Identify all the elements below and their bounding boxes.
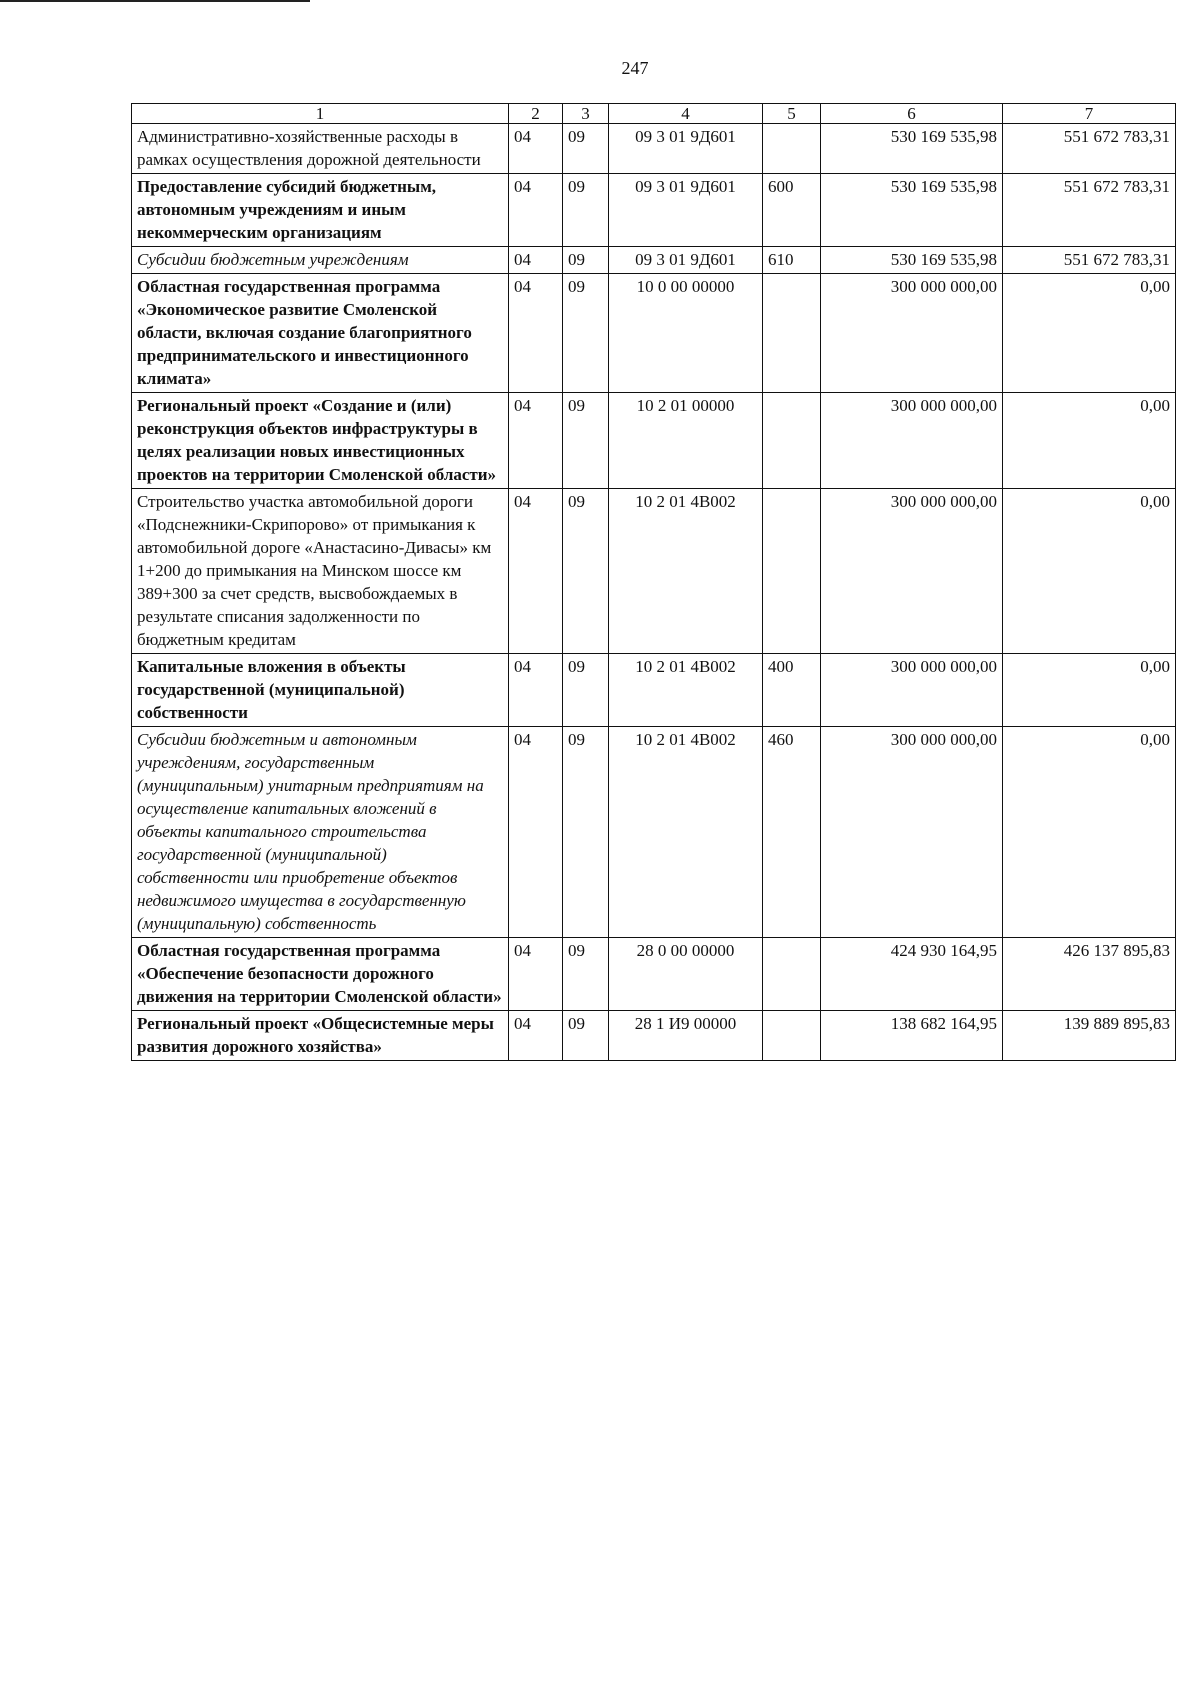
row-name-cell: Областная государственная программа «Обеспечение безопасности дорожного движения на территории Смоленской области» (132, 938, 509, 1011)
column-header: 7 (1003, 104, 1176, 124)
amount-year2-cell: 0,00 (1003, 274, 1176, 393)
amount-year2-cell: 0,00 (1003, 489, 1176, 654)
table-row (132, 124, 1176, 174)
subsection-code-cell: 09 (563, 938, 609, 1011)
subsection-code-cell: 09 (563, 1011, 609, 1061)
page-number: 247 (621, 58, 649, 78)
amount-year1-cell: 300 000 000,00 (821, 654, 1003, 727)
section-code-cell: 04 (509, 124, 563, 174)
column-header: 2 (509, 104, 563, 124)
column-header-row (132, 104, 1176, 124)
amount-year2-cell: 551 672 783,31 (1003, 174, 1176, 247)
amount-year1-cell: 530 169 535,98 (821, 247, 1003, 274)
section-code-cell: 04 (509, 938, 563, 1011)
amount-year1-cell: 424 930 164,95 (821, 938, 1003, 1011)
section-code-cell: 04 (509, 393, 563, 489)
amount-year2-cell: 551 672 783,31 (1003, 124, 1176, 174)
target-article-cell: 10 2 01 4В002 (609, 489, 763, 654)
table-row (132, 938, 1176, 1011)
expense-type-cell (763, 393, 821, 489)
expense-type-cell: 460 (763, 727, 821, 938)
expense-type-cell: 400 (763, 654, 821, 727)
section-code-cell: 04 (509, 727, 563, 938)
target-article-cell: 10 2 01 00000 (609, 393, 763, 489)
target-article-cell: 10 0 00 00000 (609, 274, 763, 393)
expense-type-cell (763, 938, 821, 1011)
section-code-cell: 04 (509, 654, 563, 727)
table-row (132, 247, 1176, 274)
section-code-cell: 04 (509, 1011, 563, 1061)
amount-year2-cell: 426 137 895,83 (1003, 938, 1176, 1011)
amount-year2-cell: 0,00 (1003, 654, 1176, 727)
subsection-code-cell: 09 (563, 489, 609, 654)
subsection-code-cell: 09 (563, 124, 609, 174)
target-article-cell: 10 2 01 4В002 (609, 654, 763, 727)
amount-year2-cell: 551 672 783,31 (1003, 247, 1176, 274)
target-article-cell: 10 2 01 4В002 (609, 727, 763, 938)
amount-year1-cell: 300 000 000,00 (821, 393, 1003, 489)
column-header: 1 (132, 104, 509, 124)
scan-edge-line (0, 0, 310, 2)
expense-type-cell (763, 1011, 821, 1061)
row-name-cell: Субсидии бюджетным учреждениям (132, 247, 509, 274)
table-row (132, 1011, 1176, 1061)
row-name-cell: Субсидии бюджетным и автономным учреждениям, государственным (муниципальным) унитарным предприятиям на осуществление капитальных вложений в объекты капитального строительства государственной (муниципальной) собственности или приобретение объектов недвижимого имущества в государственную (муниципальную) собственность (132, 727, 509, 938)
expense-type-cell: 610 (763, 247, 821, 274)
subsection-code-cell: 09 (563, 654, 609, 727)
table-row (132, 393, 1176, 489)
subsection-code-cell: 09 (563, 174, 609, 247)
table-row (132, 654, 1176, 727)
column-header: 3 (563, 104, 609, 124)
table-row (132, 174, 1176, 247)
subsection-code-cell: 09 (563, 393, 609, 489)
column-header: 6 (821, 104, 1003, 124)
section-code-cell: 04 (509, 489, 563, 654)
table-row (132, 274, 1176, 393)
amount-year1-cell: 300 000 000,00 (821, 489, 1003, 654)
section-code-cell: 04 (509, 174, 563, 247)
expense-type-cell (763, 489, 821, 654)
amount-year1-cell: 530 169 535,98 (821, 174, 1003, 247)
amount-year1-cell: 300 000 000,00 (821, 274, 1003, 393)
table-row (132, 727, 1176, 938)
subsection-code-cell: 09 (563, 274, 609, 393)
target-article-cell: 28 1 И9 00000 (609, 1011, 763, 1061)
section-code-cell: 04 (509, 274, 563, 393)
target-article-cell: 09 3 01 9Д601 (609, 247, 763, 274)
amount-year1-cell: 138 682 164,95 (821, 1011, 1003, 1061)
row-name-cell: Административно-хозяйственные расходы в рамках осуществления дорожной деятельности (132, 124, 509, 174)
column-header: 5 (763, 104, 821, 124)
target-article-cell: 28 0 00 00000 (609, 938, 763, 1011)
expense-type-cell: 600 (763, 174, 821, 247)
row-name-cell: Областная государственная программа «Экономическое развитие Смоленской области, включая создание благоприятного предпринимательского и инвестиционного климата» (132, 274, 509, 393)
amount-year2-cell: 0,00 (1003, 393, 1176, 489)
target-article-cell: 09 3 01 9Д601 (609, 174, 763, 247)
subsection-code-cell: 09 (563, 727, 609, 938)
subsection-code-cell: 09 (563, 247, 609, 274)
row-name-cell: Капитальные вложения в объекты государственной (муниципальной) собственности (132, 654, 509, 727)
row-name-cell: Региональный проект «Общесистемные меры развития дорожного хозяйства» (132, 1011, 509, 1061)
amount-year1-cell: 300 000 000,00 (821, 727, 1003, 938)
target-article-cell: 09 3 01 9Д601 (609, 124, 763, 174)
expense-type-cell (763, 124, 821, 174)
budget-table (131, 103, 1176, 1061)
amount-year2-cell: 139 889 895,83 (1003, 1011, 1176, 1061)
column-header: 4 (609, 104, 763, 124)
amount-year1-cell: 530 169 535,98 (821, 124, 1003, 174)
amount-year2-cell: 0,00 (1003, 727, 1176, 938)
table-row (132, 489, 1176, 654)
row-name-cell: Предоставление субсидий бюджетным, автономным учреждениям и иным некоммерческим организациям (132, 174, 509, 247)
expense-type-cell (763, 274, 821, 393)
section-code-cell: 04 (509, 247, 563, 274)
row-name-cell: Региональный проект «Создание и (или) реконструкция объектов инфраструктуры в целях реализации новых инвестиционных проектов на территории Смоленской области» (132, 393, 509, 489)
row-name-cell: Строительство участка автомобильной дороги «Подснежники-Скрипорово» от примыкания к автомобильной дороге «Анастасино-Дивасы» км 1+200 до примыкания на Минском шоссе км 389+300 за счет средств, высвобождаемых в результате списания задолженности по бюджетным кредитам (132, 489, 509, 654)
